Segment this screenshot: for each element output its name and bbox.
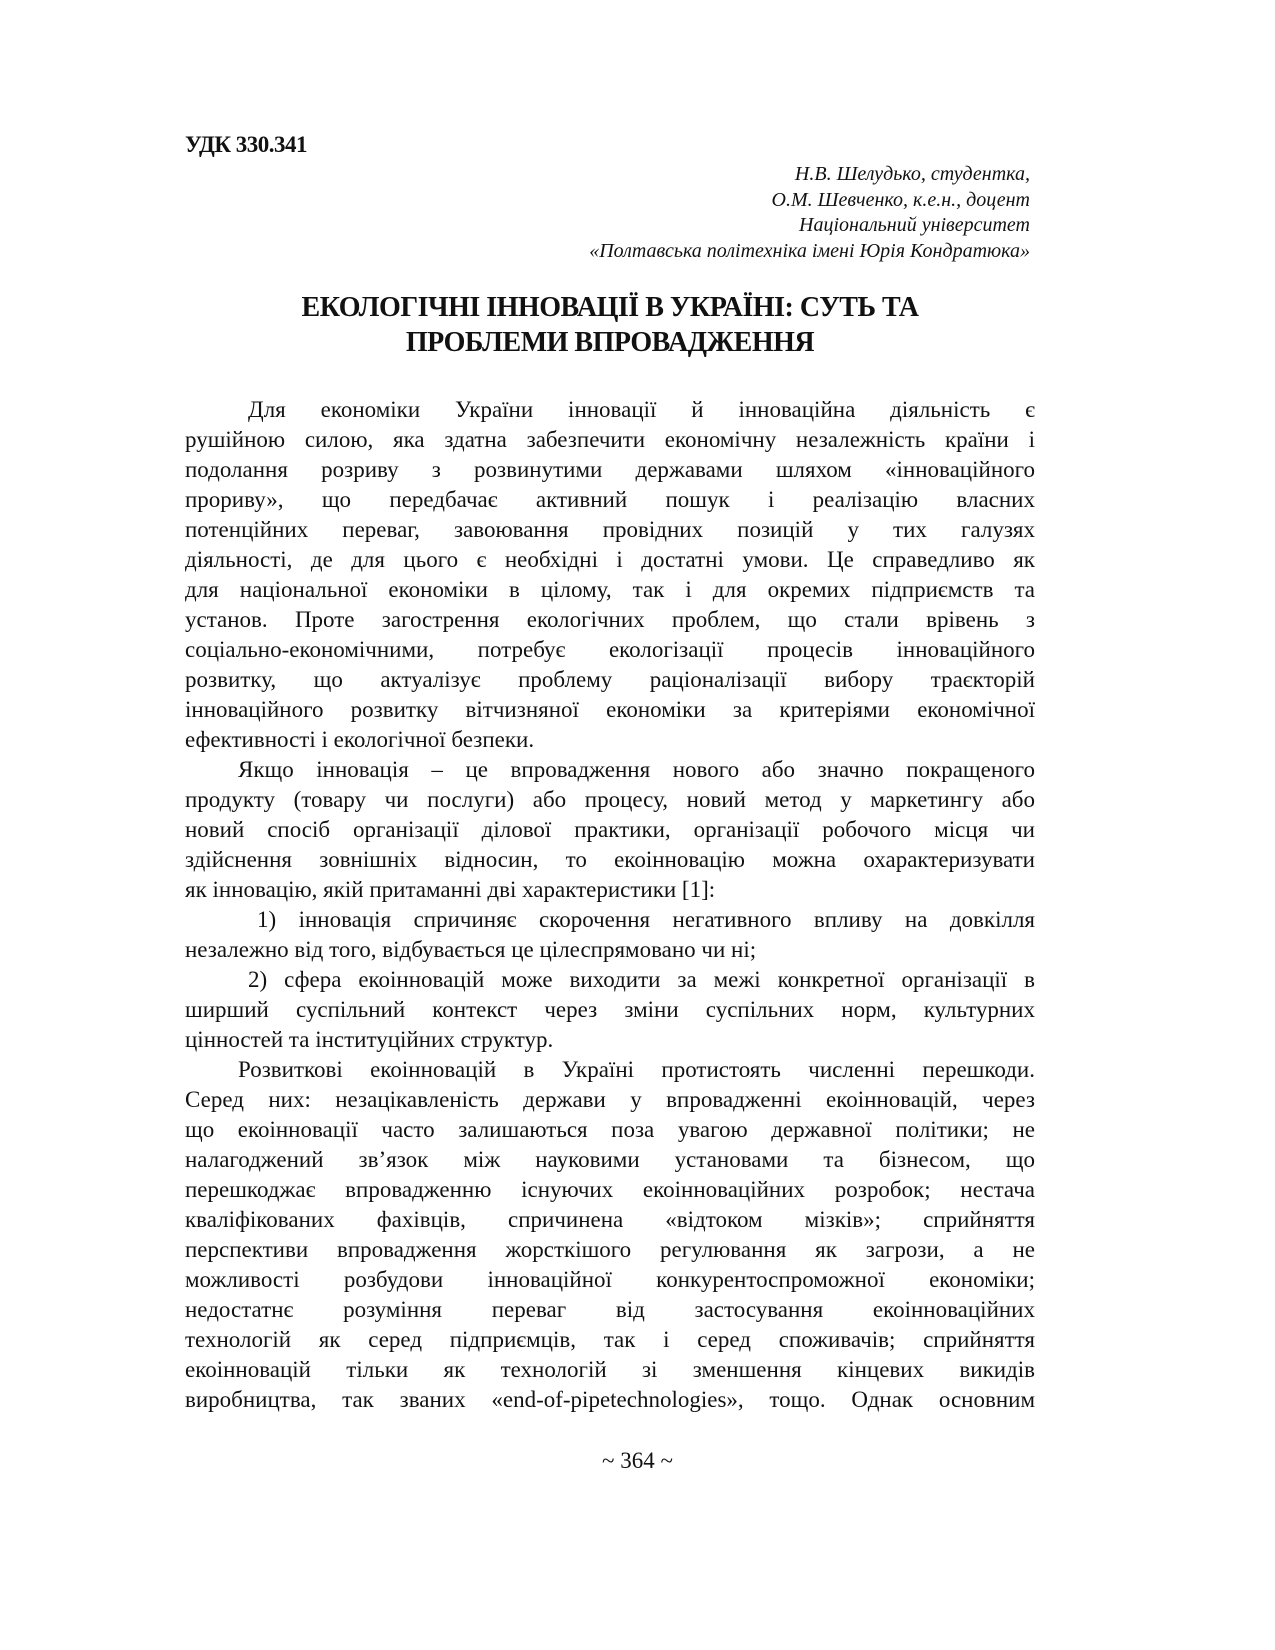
text-line: можливості розбудови інноваційної конкурентоспроможної економіки; — [185, 1267, 1035, 1292]
affiliation-2: «Полтавська політехніка імені Юрія Кондратюка» — [589, 239, 1030, 262]
text-line: як інновацію, якій притаманні дві характеристики [1]: — [185, 877, 716, 902]
text-line: здійснення зовнішніх відносин, то екоінновацію можна охарактеризувати — [185, 847, 1035, 872]
text-line: рушійною силою, яка здатна забезпечити економічну незалежність країни і — [185, 427, 1035, 452]
article-body — [185, 395, 1035, 1415]
text-line: кваліфікованих фахівців, спричинена «відтоком мізків»; сприйняття — [185, 1207, 1035, 1232]
udc-code: УДК 330.341 — [185, 132, 308, 157]
text-line: для національної економіки в цілому, так і для окремих підприємств та — [185, 577, 1035, 602]
title-line: ЕКОЛОГІЧНІ ІННОВАЦІЇ В УКРАЇНІ: СУТЬ ТА — [301, 292, 919, 323]
text-line: технологій як серед підприємців, так і серед споживачів; сприйняття — [185, 1327, 1035, 1352]
text-line: Для економіки України інновації й інноваційна діяльність є — [248, 397, 1035, 422]
text-line: перспективи впровадження жорсткішого регулювання як загрози, а не — [185, 1237, 1035, 1262]
paragraph — [185, 395, 1035, 755]
text-line: 1) інновація спричиняє скорочення негативного впливу на довкілля — [257, 907, 1035, 932]
text-line: прориву», що передбачає активний пошук і реалізацію власних — [185, 487, 1035, 512]
text-line: екоінновацій тільки як технологій зі зменшення кінцевих викидів — [185, 1357, 1035, 1382]
text-line: потенційних переваг, завоювання провідних позицій у тих галузях — [185, 517, 1035, 542]
author-block — [589, 162, 1030, 264]
paragraph — [185, 905, 1035, 965]
text-line: розвитку, що актуалізує проблему раціоналізації вибору траєкторій — [185, 667, 1035, 692]
paragraph — [185, 1055, 1035, 1415]
text-line: незалежно від того, відбувається це цілеспрямовано чи ні; — [185, 937, 757, 962]
author-2: О.М. Шевченко, к.е.н., доцент — [771, 188, 1030, 211]
paragraph — [185, 755, 1035, 905]
text-line: перешкоджає впровадженню існуючих екоінноваційних розробок; нестача — [185, 1177, 1035, 1202]
author-1: Н.В. Шелудько, студентка, — [794, 163, 1030, 185]
text-line: налагоджений зв’язок між науковими установами та бізнесом, що — [185, 1147, 1035, 1172]
text-line: цінностей та інституційних структур. — [185, 1027, 554, 1052]
title-line: ПРОБЛЕМИ ВПРОВАДЖЕННЯ — [405, 327, 815, 358]
text-line: продукту (товару чи послуги) або процесу, новий метод у маркетингу або — [185, 787, 1035, 812]
page-number: ~ 364 ~ — [602, 1448, 673, 1473]
text-line: виробництва, так званих «end-of-pipetechnologies», тощо. Однак основним — [185, 1387, 1035, 1412]
paragraph — [185, 965, 1035, 1055]
text-line: інноваційного розвитку вітчизняної економіки за критеріями економічної — [185, 697, 1035, 722]
text-line: ефективності і екологічної безпеки. — [185, 727, 535, 752]
text-line: ширший суспільний контекст через зміни суспільних норм, культурних — [185, 997, 1035, 1022]
text-line: установ. Проте загострення екологічних проблем, що стали врівень з — [185, 607, 1035, 632]
text-line: Якщо інновація – це впровадження нового або значно покращеного — [238, 757, 1035, 782]
text-line: соціально-економічними, потребує екологізації процесів інноваційного — [185, 637, 1035, 662]
text-line: новий спосіб організації ділової практики, організації робочого місця чи — [185, 817, 1035, 842]
text-line: що екоінновації часто залишаються поза увагою державної політики; не — [185, 1117, 1035, 1142]
text-line: 2) сфера екоінновацій може виходити за межі конкретної організації в — [248, 967, 1035, 992]
article-title — [185, 290, 1035, 360]
text-line: недостатнє розуміння переваг від застосування екоінноваційних — [185, 1297, 1035, 1322]
text-line: Серед них: незацікавленість держави у впровадженні екоінновацій, через — [185, 1087, 1035, 1112]
affiliation-1: Національний університет — [799, 214, 1030, 236]
text-line: діяльності, де для цього є необхідні і достатні умови. Це справедливо як — [185, 547, 1035, 572]
text-line: подолання розриву з розвинутими державами шляхом «інноваційного — [185, 457, 1035, 482]
text-line: Розвиткові екоінновацій в Україні протистоять численні перешкоди. — [238, 1057, 1035, 1082]
